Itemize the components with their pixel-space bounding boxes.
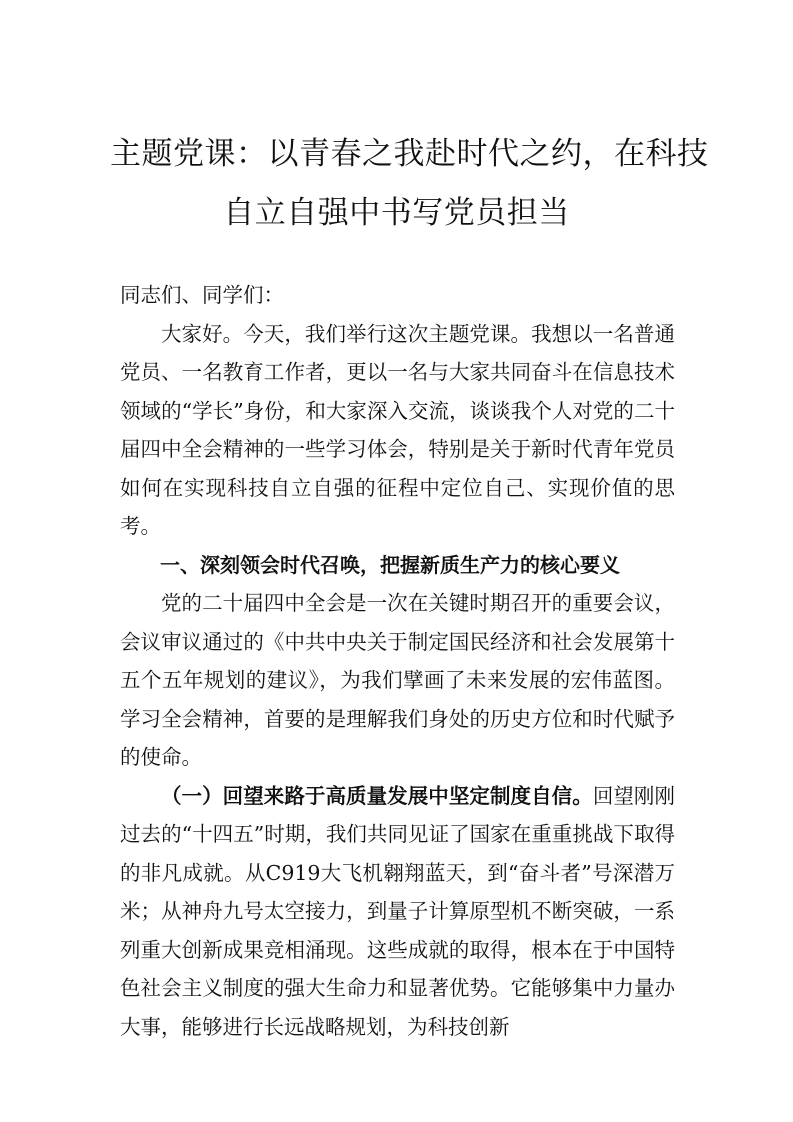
document-body: [120, 276, 675, 1046]
subsection-1-text: 回望刚刚过去的“十四五”时期，我们共同见证了国家在重重挑战下取得的非凡成就。从C919大飞机翱翔蓝天，到“奋斗者”号深潜万米；从神舟九号太空接力，到量子计算原型机不断突破，一系列重大创新成果竞相涌现。这些成就的取得，根本在于中国特色社会主义制度的强大生命力和显著优势。它能够集中力量办大事，能够进行长远战略规划，为科技创新: [120, 783, 675, 1039]
paragraph-subsection-1: [120, 777, 675, 1047]
section-heading-1: 一、深刻领会时代召唤，把握新质生产力的核心要义: [160, 552, 620, 577]
paragraph-intro: 大家好。今天，我们举行这次主题党课。我想以一名普通党员、一名教育工作者，更以一名与大家共同奋斗在信息技术领域的“学长”身份，和大家深入交流，谈谈我个人对党的二十届四中全会精神的一些学习体会，特别是关于新时代青年党员如何在实现科技自立自强的征程中定位自己、实现价值的思考。: [120, 321, 675, 538]
title-line-2: 自立自强中书写党员担当: [223, 195, 570, 231]
paragraph-section-1: 党的二十届四中全会是一次在关键时期召开的重要会议，会议审议通过的《中共中央关于制定国民经济和社会发展第十五个五年规划的建议》，为我们擘画了未来发展的宏伟蓝图。学习全会精神，首要的是理解我们身处的历史方位和时代赋予的使命。: [120, 591, 675, 769]
salutation: 同志们、同学们：: [120, 283, 284, 307]
subsection-heading-1: （一）回望来路于高质量发展中坚定制度自信。: [161, 783, 593, 808]
title-line-1: 主题党课：以青春之我赴时代之约，在科技: [110, 136, 709, 172]
